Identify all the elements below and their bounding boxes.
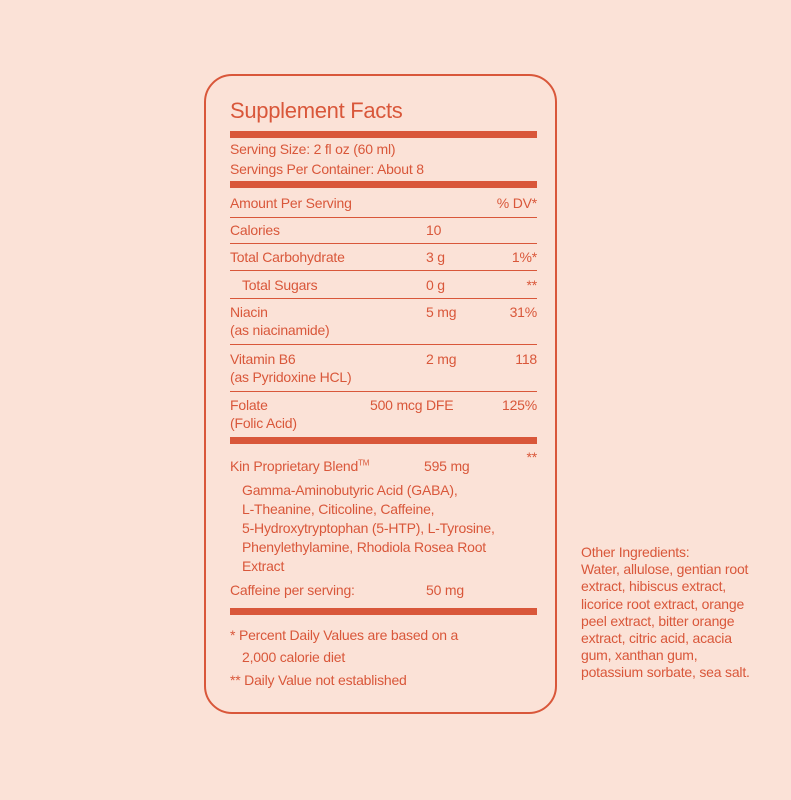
title-divider — [230, 131, 537, 138]
row-amount: 5 mg — [426, 304, 457, 320]
row-name: Total Carbohydrate — [230, 249, 345, 265]
row-subname: (as niacinamide) — [230, 322, 330, 338]
blend-divider — [230, 608, 537, 615]
footnote: 2,000 calorie diet — [242, 649, 346, 665]
row-subname: (Folic Acid) — [230, 415, 297, 431]
caffeine-label: Caffeine per serving: — [230, 582, 355, 598]
amount-header: Amount Per Serving — [230, 195, 352, 211]
blend-dv: ** — [526, 449, 537, 465]
footnote: ** Daily Value not established — [230, 672, 407, 688]
trademark-symbol: TM — [358, 458, 370, 468]
row-dv: ** — [526, 277, 537, 293]
row-dv: 125% — [501, 397, 537, 413]
blend-ingredient-line: 5-Hydroxytryptophan (5-HTP), L-Tyrosine, — [242, 520, 495, 536]
servings-per-container: Servings Per Container: About 8 — [230, 161, 424, 177]
serving-size: Serving Size: 2 fl oz (60 ml) — [230, 141, 396, 157]
other-ingredients-line: potassium sorbate, sea salt. — [581, 664, 750, 681]
row-divider — [230, 243, 537, 244]
row-amount: 0 g — [426, 277, 445, 293]
other-ingredients — [581, 544, 781, 682]
row-name: Niacin — [230, 304, 268, 320]
facts-title: Supplement Facts — [230, 98, 403, 123]
row-amount: 10 — [426, 222, 442, 238]
other-ingredients-line: Water, allulose, gentian root — [581, 561, 749, 578]
other-ingredients-line: peel extract, bitter orange — [581, 612, 735, 629]
row-name: Calories — [230, 222, 280, 238]
blend-ingredient-line: Extract — [242, 558, 285, 574]
blend-ingredient-line: L-Theanine, Citicoline, Caffeine, — [242, 501, 435, 517]
supplement-facts-panel — [204, 74, 557, 714]
other-ingredients-title: Other Ingredients: — [581, 544, 690, 560]
row-dv: 118 — [515, 351, 537, 367]
row-dv: 31% — [509, 304, 537, 320]
blend-ingredient-line: Phenylethylamine, Rhodiola Rosea Root — [242, 539, 486, 555]
blend-amount: 595 mg — [424, 458, 470, 474]
row-divider — [230, 217, 537, 218]
vitamins-divider — [230, 437, 537, 444]
serving-divider — [230, 181, 537, 188]
other-ingredients-line: gum, xanthan gum, — [581, 647, 698, 664]
other-ingredients-line: extract, hibiscus extract, — [581, 578, 726, 595]
row-dv: 1%* — [511, 249, 537, 265]
row-name: Total Sugars — [242, 277, 318, 293]
row-subname: (as Pyridoxine HCL) — [230, 369, 352, 385]
other-ingredients-line: licorice root extract, orange — [581, 595, 745, 612]
footnote: * Percent Daily Values are based on a — [230, 627, 459, 643]
dv-header: % DV* — [496, 195, 537, 211]
row-name: Folate — [230, 397, 268, 413]
row-amount: 2 mg — [426, 351, 457, 367]
row-amount: 500 mcg DFE — [370, 397, 454, 413]
other-ingredients-line: extract, citric acid, acacia — [581, 630, 732, 647]
row-amount: 3 g — [426, 249, 445, 265]
row-divider — [230, 298, 537, 299]
row-divider — [230, 270, 537, 271]
row-name: Vitamin B6 — [230, 351, 296, 367]
blend-name: Kin Proprietary Blend™ — [230, 458, 370, 474]
caffeine-amount: 50 mg — [426, 582, 464, 598]
blend-ingredient-line: Gamma-Aminobutyric Acid (GABA), — [242, 482, 458, 498]
row-divider — [230, 344, 537, 345]
row-divider — [230, 391, 537, 392]
